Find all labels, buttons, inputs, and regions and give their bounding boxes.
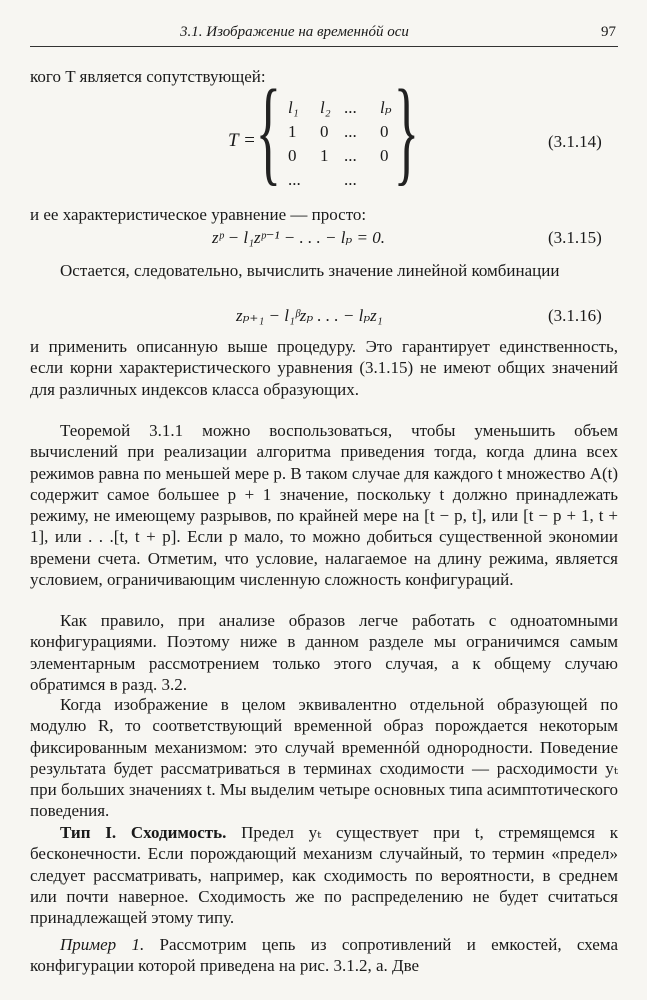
left-brace: { [255, 65, 282, 196]
intro-line: кого T является сопутствующей: [30, 67, 266, 86]
char-eq-intro: и ее характеристическое уравнение — просто: [30, 205, 367, 224]
equation-number-14: (3.1.14) [548, 132, 602, 151]
paragraph-theorem: Теоремой 3.1.1 можно воспользоваться, чтобы уменьшить объем вычислений при реализации алгоритма приведения тогда, когда длина всех режимов равна по меньшей мере p. В таком случае для каждого t множество A(t) содержит самое большее p + 1 значение, поскольку t должно принадлежать режиму, не имеющему разрывов, по крайней мере на [t − p, t], или [t − p + 1, t + 1], или . . .[t, t + p]. Если p мало, то можно добиться существенной экономии времени счета. Отметим, что условие, налагаемое на длину режима, является условием, ограничивающим численную сложность конфигураций. [30, 421, 618, 590]
page-number: 97 [601, 24, 616, 40]
running-header [30, 24, 618, 47]
equation-number-15: (3.1.15) [548, 228, 602, 247]
matrix-symbol: T = [228, 130, 256, 151]
book-page: 3.1. Изображение на временнóй оси 97 кого T является сопутствующей: T = { } l₁ l₂ ... lₚ 1 0 ... 0 0 1 ... 0 ... ... (3.1.14) и ее характеристическое уравнение — просто: zᵖ − l₁zᵖ⁻¹ − . . . − lₚ = 0. (3.1.15) Остается, следовательно, вычислить значение линейной комбинации zₚ₊₁ − l₁ᵝzₚ . . . − lₚz₁ (3.1.16) и применить описанную выше процедуру. Это гарантирует единственность, если корни характеристического уравнения (3.1.15) не имеют общих значений для различных индексов класса образующих. Теоремой 3.1.1 можно воспользоваться, чтобы уменьшить объем вычислений при реализации алгоритма приведения тогда, когда длина всех режимов равна по меньшей мере p. В таком случае для каждого t множество A(t) содержит самое большее p + 1 значение, поскольку t должно принадлежать режиму, не имеющему разрывов, по крайней мере на [t − p, t], или [t − p + 1, t + 1], или . . .[t, t + p]. Если p мало, то можно добиться существенной экономии времени счета. Отметим, что условие, налагаемое на длину режима, является условием, ограничивающим численную сложность конфигураций. Как правило, при анализе образов легче работать с одноатомными конфигурациями. Поэтому ниже в данном разделе мы ограничимся самым элементарным рассмотрением только этого случая, а к общему случаю обратимся в разд. 3.2. Когда изображение в целом эквивалентно отдельной образующей по модулю R, то соответствующий временной образ порождается некоторым фиксированным механизмом: это случай временнóй однородности. Поведение результата будет рассматриваться в терминах сходимости — расходимости yₜ при больших значениях t. Мы выделим четыре основных типа асимптотического поведения. Тип I. Сходимость. Предел yₜ существует при t, стремящемся к бесконечности. Если порождающий механизм случайный, то термин «предел» следует рассматривать, например, как сходимость по вероятности, в среднем или почти наверное. Сходимость же по распределению не будет считаться принадлежащей этому типу. Пример 1. Рассмотрим цепь из сопротивлений и емкостей, схема конфигурации которой приведена на рис. 3.1.2, а. Две [30, 24, 618, 976]
paragraph-type-1: Тип I. Сходимость. Предел yₜ существует при t, стремящемся к бесконечности. Если порождающий механизм случайный, то термин «предел» следует рассматривать, например, как сходимость по вероятности, в среднем или почти наверное. Сходимость же по распределению не будет считаться принадлежащей этому типу. [30, 823, 618, 928]
running-title: 3.1. Изображение на временнóй оси [180, 24, 409, 40]
paragraph-remains: Остается, следовательно, вычислить значение линейной комбинации [60, 261, 560, 280]
right-brace: } [393, 65, 420, 196]
paragraph-example-1: Пример 1. Рассмотрим цепь из сопротивлений и емкостей, схема конфигурации которой приведена на рис. 3.1.2, а. Две [30, 935, 618, 976]
paragraph-homogeneity: Когда изображение в целом эквивалентно отдельной образующей по модулю R, то соответствующий временной образ порождается некоторым фиксированным механизмом: это случай временнóй однородности. Поведение результата будет рассматриваться в терминах сходимости — расходимости yₜ при больших значениях t. Мы выделим четыре основных типа асимптотического поведения. [30, 695, 618, 821]
type-1-heading: Тип I. Сходимость. [60, 823, 227, 842]
paragraph-uniqueness: и применить описанную выше процедуру. Это гарантирует единственность, если корни характеристического уравнения (3.1.15) не имеют общих значений для различных индексов класса образующих. [30, 337, 618, 399]
equation-16: zₚ₊₁ − l₁ᵝzₚ . . . − lₚz₁ [236, 306, 383, 325]
equation-15: zᵖ − l₁zᵖ⁻¹ − . . . − lₚ = 0. [212, 228, 385, 247]
paragraph-one-atom: Как правило, при анализе образов легче работать с одноатомными конфигурациями. Поэтому ниже в данном разделе мы ограничимся самым элементарным рассмотрением только этого случая, а к общему случаю обратимся в разд. 3.2. [30, 611, 618, 694]
example-1-heading: Пример 1. [60, 935, 145, 954]
equation-number-16: (3.1.16) [548, 306, 602, 325]
